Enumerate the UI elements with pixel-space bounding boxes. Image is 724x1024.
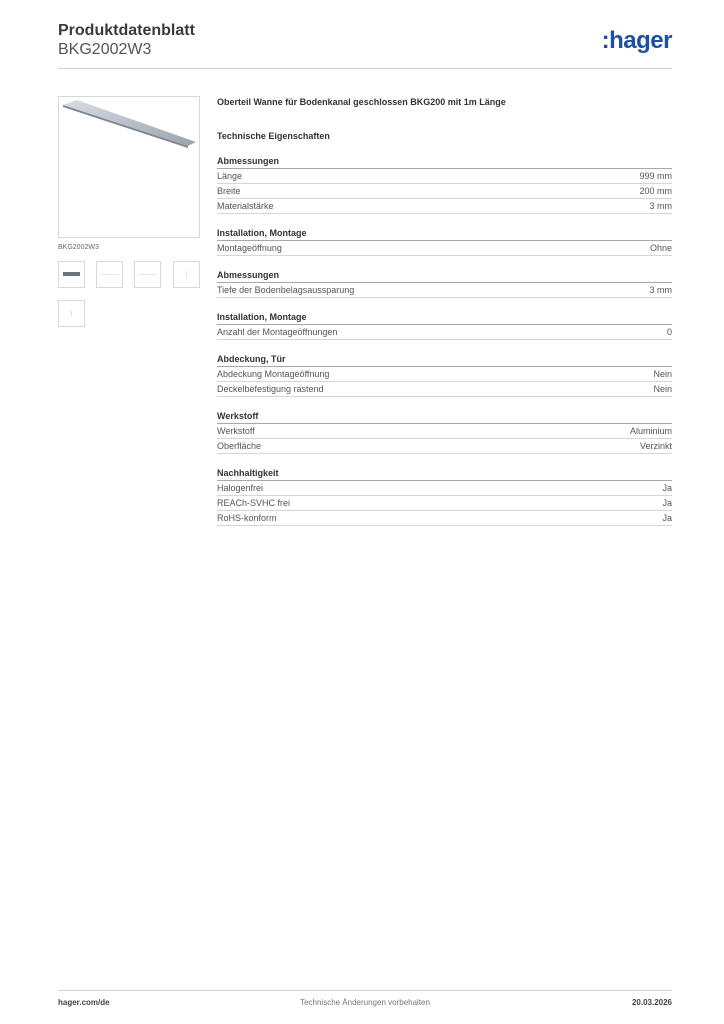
spec-row (217, 481, 672, 496)
thumbnail-5[interactable] (58, 300, 85, 327)
tech-properties-heading: Technische Eigenschaften (217, 131, 330, 141)
spec-value: 3 mm (649, 285, 672, 295)
spec-value: 200 mm (639, 186, 672, 196)
spec-section (217, 312, 672, 340)
spec-label: Abdeckung Montageöffnung (217, 369, 330, 379)
spec-section (217, 354, 672, 397)
spec-section (217, 270, 672, 298)
spec-value: Ja (662, 498, 672, 508)
section-title: Abdeckung, Tür (217, 354, 672, 367)
spec-row (217, 424, 672, 439)
footer-divider (58, 990, 672, 991)
spec-row (217, 283, 672, 298)
spec-value: Ohne (649, 243, 672, 253)
page-footer (58, 998, 672, 1010)
section-title: Installation, Montage (217, 312, 672, 325)
spec-label: REACh-SVHC frei (217, 498, 291, 508)
section-title: Nachhaltigkeit (217, 468, 672, 481)
article-number: BKG2002W3 (58, 41, 152, 58)
spec-row (217, 496, 672, 511)
spec-label: Oberfläche (217, 441, 262, 451)
spec-label: Halogenfrei (217, 483, 264, 493)
spec-row (217, 382, 672, 397)
spec-label: Anzahl der Montageöffnungen (217, 327, 338, 337)
thumbnail-3[interactable] (134, 261, 161, 288)
cable-duct-cover-image (59, 97, 199, 237)
spec-row (217, 367, 672, 382)
spec-label: Werkstoff (217, 426, 255, 436)
spec-value: 3 mm (649, 201, 672, 211)
hager-logo: :hager (601, 27, 672, 54)
section-title: Werkstoff (217, 411, 672, 424)
spec-value: Nein (653, 384, 672, 394)
spec-section (217, 468, 672, 526)
section-title: Abmessungen (217, 270, 672, 283)
spec-value: 0 (666, 327, 672, 337)
footer-website[interactable]: hager.com/de (58, 998, 110, 1007)
thumbnail-2[interactable] (96, 261, 123, 288)
thumbnail-1[interactable] (58, 261, 85, 288)
spec-label: Breite (217, 186, 241, 196)
spec-sections (217, 156, 672, 526)
header-divider (58, 68, 672, 69)
spec-label: Montageöffnung (217, 243, 282, 253)
image-caption: BKG2002W3 (58, 244, 99, 251)
section-title: Abmessungen (217, 156, 672, 169)
spec-row (217, 511, 672, 526)
footer-date: 20.03.2026 (631, 998, 672, 1007)
spec-row (217, 241, 672, 256)
spec-label: RoHS-konform (217, 513, 277, 523)
spec-value: Nein (653, 369, 672, 379)
spec-row (217, 184, 672, 199)
spec-value: Ja (662, 513, 672, 523)
spec-label: Länge (217, 171, 243, 181)
footer-note: Technische Änderungen vorbehalten (300, 998, 430, 1007)
spec-label: Deckelbefestigung rastend (217, 384, 324, 394)
document-header (58, 21, 672, 69)
spec-label: Tiefe der Bodenbelagsaussparung (217, 285, 355, 295)
spec-row (217, 199, 672, 214)
spec-row (217, 169, 672, 184)
product-image (58, 96, 200, 238)
spec-label: Materialstärke (217, 201, 274, 211)
spec-value: Aluminium (629, 426, 672, 436)
spec-section (217, 228, 672, 256)
thumbnail-4[interactable] (173, 261, 200, 288)
spec-row (217, 439, 672, 454)
spec-value: Verzinkt (639, 441, 672, 451)
spec-section (217, 411, 672, 454)
spec-value: 999 mm (639, 171, 672, 181)
spec-section (217, 156, 672, 214)
document-title: Produktdatenblatt (58, 22, 195, 39)
spec-row (217, 325, 672, 340)
section-title: Installation, Montage (217, 228, 672, 241)
spec-value: Ja (662, 483, 672, 493)
product-title: Oberteil Wanne für Bodenkanal geschlossen BKG200 mit 1m Länge (217, 97, 506, 107)
product-specs (217, 96, 672, 526)
